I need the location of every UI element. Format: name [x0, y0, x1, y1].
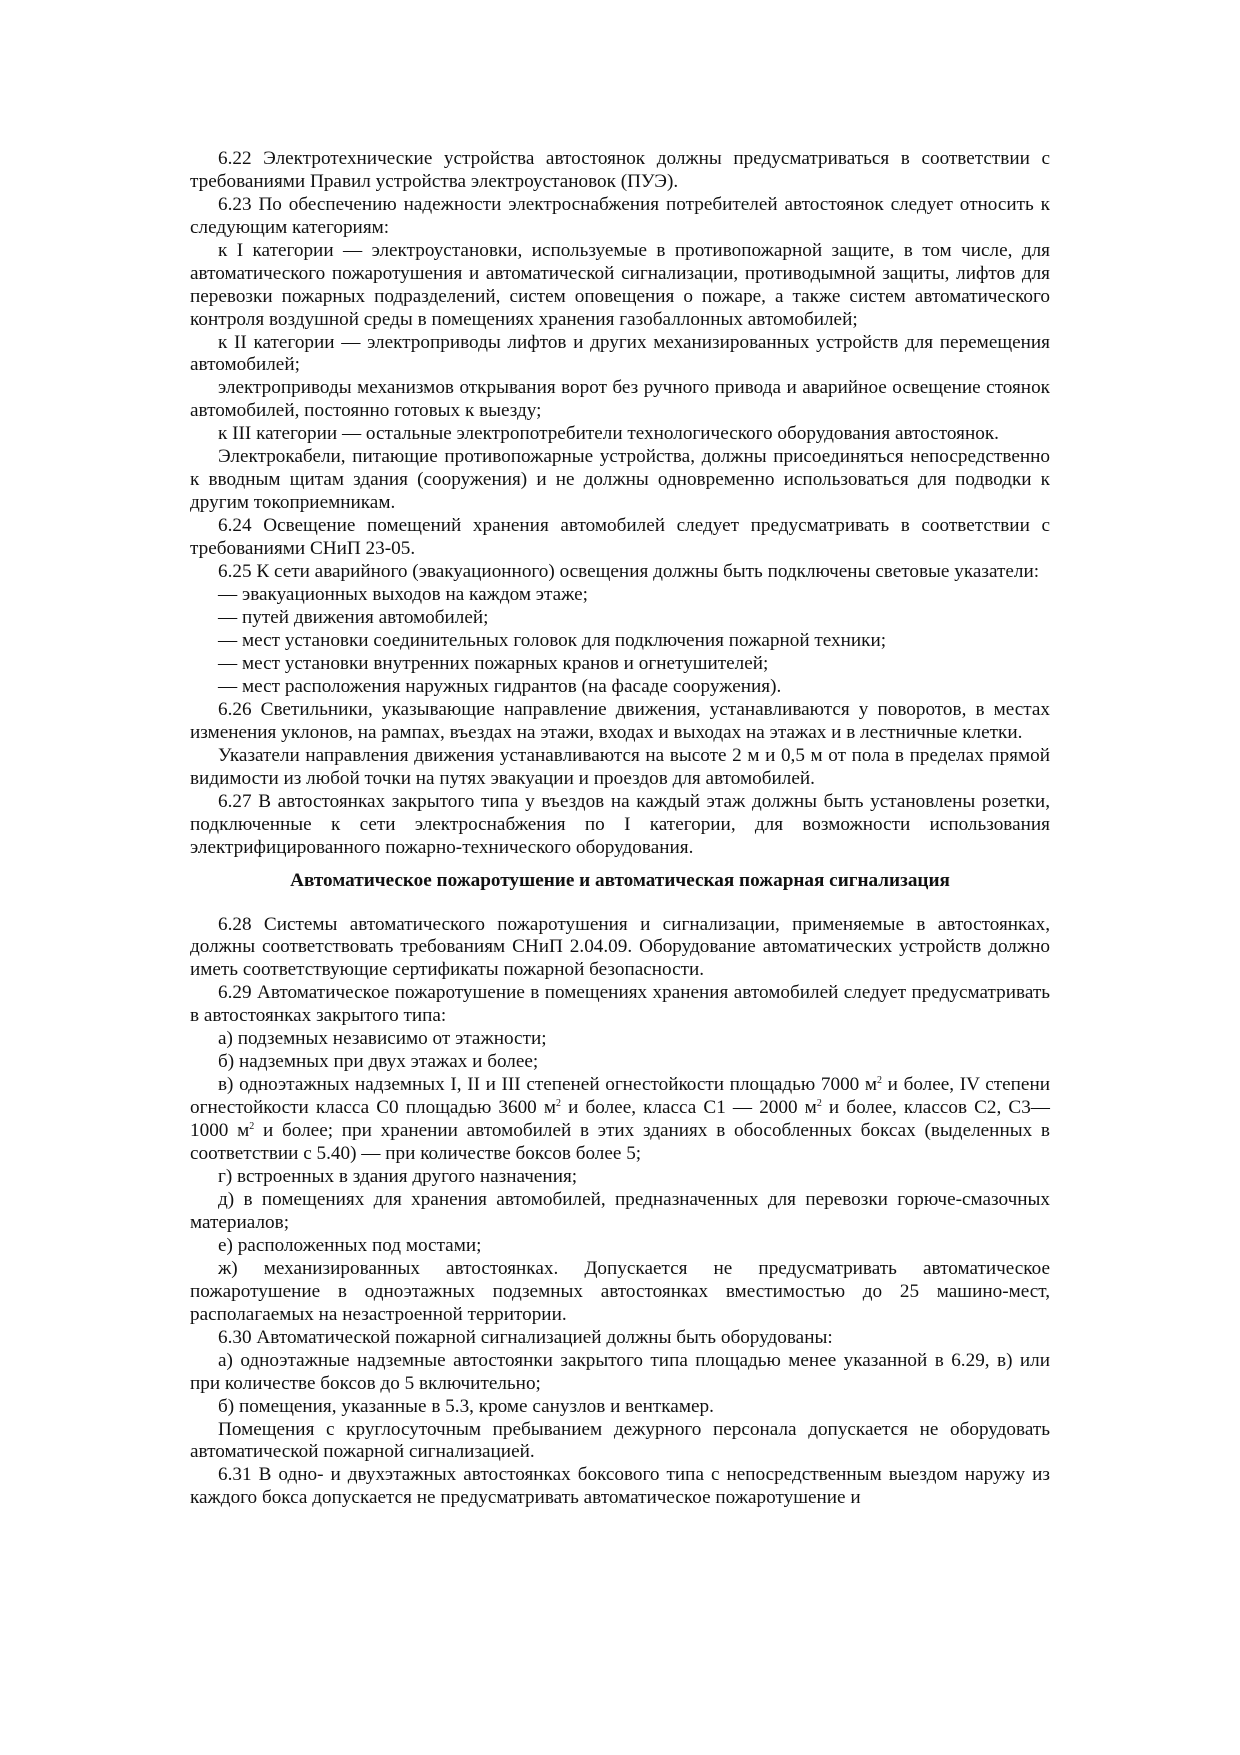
list-item-d: д) в помещениях для хранения автомобилей, предназначенных для перевозки горюче-смазочных материалов;: [190, 1188, 1050, 1233]
list-item-b: б) надземных при двух этажах и более;: [218, 1051, 539, 1073]
section-electrical: [190, 148, 1050, 860]
list-item-a: а) подземных независимо от этажности;: [218, 1028, 547, 1050]
list-item-hydrants-internal: — мест установки внутренних пожарных кранов и огнетушителей;: [218, 653, 769, 675]
list-item-6-30-b: б) помещения, указанные в 5.3, кроме санузлов и венткамер.: [218, 1395, 714, 1417]
paragraph-6-29: 6.29 Автоматическое пожаротушение в помещениях хранения автомобилей следует предусматривать в автостоянках закрытого типа:: [190, 982, 1050, 1027]
section-heading: Автоматическое пожаротушение и автоматическая пожарная сигнализация: [290, 869, 950, 891]
list-item-6-30-a: а) одноэтажные надземные автостоянки закрытого типа площадью менее указанной в 6.29, в) или при количестве боксов до 5 включительно;: [190, 1349, 1050, 1394]
paragraph-6-25: 6.25 К сети аварийного (эвакуационного) освещения должны быть подключены световые указатели:: [218, 561, 1040, 583]
paragraph-direction-signs: Указатели направления движения устанавливаются на высоте 2 м и 0,5 м от пола в пределах прямой видимости из любой точки на путях эвакуации и проездов для автомобилей.: [190, 744, 1050, 789]
paragraph-category-2: к II категории — электроприводы лифтов и других механизированных устройств для перемещения автомобилей;: [190, 331, 1050, 376]
list-item-g: г) встроенных в здания другого назначения;: [218, 1165, 578, 1187]
paragraph-6-28: 6.28 Системы автоматического пожаротушения и сигнализации, применяемые в автостоянках, должны соответствовать требованиям СНиП 2.04.09. Оборудование автоматических устройств должно иметь соответствующие сертификаты пожарной безопасности.: [190, 913, 1050, 981]
paragraph-6-31: 6.31 В одно- и двухэтажных автостоянках боксового типа с непосредственным выездом наружу из каждого бокса допускается не предусматривать автоматическое пожаротушение и: [190, 1464, 1050, 1509]
document-page: [190, 148, 1050, 1510]
paragraph-category-3: к III категории — остальные электропотребители технологического оборудования автостоянок.: [218, 423, 999, 445]
list-item-e: е) расположенных под мостами;: [218, 1234, 482, 1256]
paragraph-6-30: 6.30 Автоматической пожарной сигнализацией должны быть оборудованы:: [218, 1326, 833, 1348]
paragraph-category-1: к I категории — электроустановки, используемые в противопожарной защите, в том числе, для автоматического пожаротушения и автоматической сигнализации, противодымной защиты, лифтов для перевозки пожарных подразделений, систем оповещения о пожаре, а также систем автоматического контроля воздушной среды в помещениях хранения газобаллонных автомобилей;: [190, 239, 1050, 330]
list-item-v: в) одноэтажных надземных I, II и III степеней огнестойкости площадью 7000 $м^2$ и более, IV степени огнестойкости класса С0 площадью 3600 $м^2$ и более, класса С1 — 2000 $м^2$ и более, классов С2, С3— 1000 $м^2$ и более; при хранении автомобилей в этих зданиях в обособленных боксах (выделенных в соответствии с 5.40) — при количестве боксов более 5;: [190, 1074, 1050, 1164]
list-item-hydrants-external: — мест расположения наружных гидрантов (на фасаде сооружения).: [218, 676, 782, 698]
list-item-exits: — эвакуационных выходов на каждом этаже;: [218, 584, 589, 606]
paragraph-6-23: 6.23 По обеспечению надежности электроснабжения потребителей автостоянок следует относить к следующим категориям:: [190, 193, 1050, 238]
paragraph-6-26: 6.26 Светильники, указывающие направление движения, устанавливаются у поворотов, в местах изменения уклонов, на рампах, въездах на этажи, входах и выходах на этажах и в лестничные клетки.: [190, 699, 1050, 743]
paragraph-6-27: 6.27 В автостоянках закрытого типа у въездов на каждый этаж должны быть установлены розетки, подключенные к сети электроснабжения по I категории, для возможности использования электрифицированного пожарно-технического оборудования.: [190, 790, 1050, 858]
paragraph-staffed-rooms: Помещения с круглосуточным пребыванием дежурного персонала допускается не оборудовать автоматической пожарной сигнализацией.: [190, 1418, 1050, 1463]
section-fire-suppression: [190, 914, 1050, 1511]
list-item-zh: ж) механизированных автостоянках. Допускается не предусматривать автоматическое пожаротушение в одноэтажных подземных автостоянках вместимостью до 25 машино-мест, располагаемых на незастроенной территории.: [190, 1257, 1050, 1325]
list-item-connectors: — мест установки соединительных головок для подключения пожарной техники;: [218, 630, 887, 652]
paragraph-6-24: 6.24 Освещение помещений хранения автомобилей следует предусматривать в соответствии с требованиями СНиП 23-05.: [190, 515, 1050, 560]
paragraph-gate-drives: электроприводы механизмов открывания ворот без ручного привода и аварийное освещение стоянок автомобилей, постоянно готовых к выезду;: [190, 377, 1050, 422]
paragraph-6-22: 6.22 Электротехнические устройства автостоянок должны предусматриваться в соответствии с требованиями Правил устройства электроустановок (ПУЭ).: [190, 148, 1050, 192]
list-item-paths: — путей движения автомобилей;: [218, 607, 489, 629]
paragraph-cables: Электрокабели, питающие противопожарные устройства, должны присоединяться непосредственно к вводным щитам здания (сооружения) и не должны одновременно использоваться для подводки к другим токоприемникам.: [190, 446, 1050, 514]
